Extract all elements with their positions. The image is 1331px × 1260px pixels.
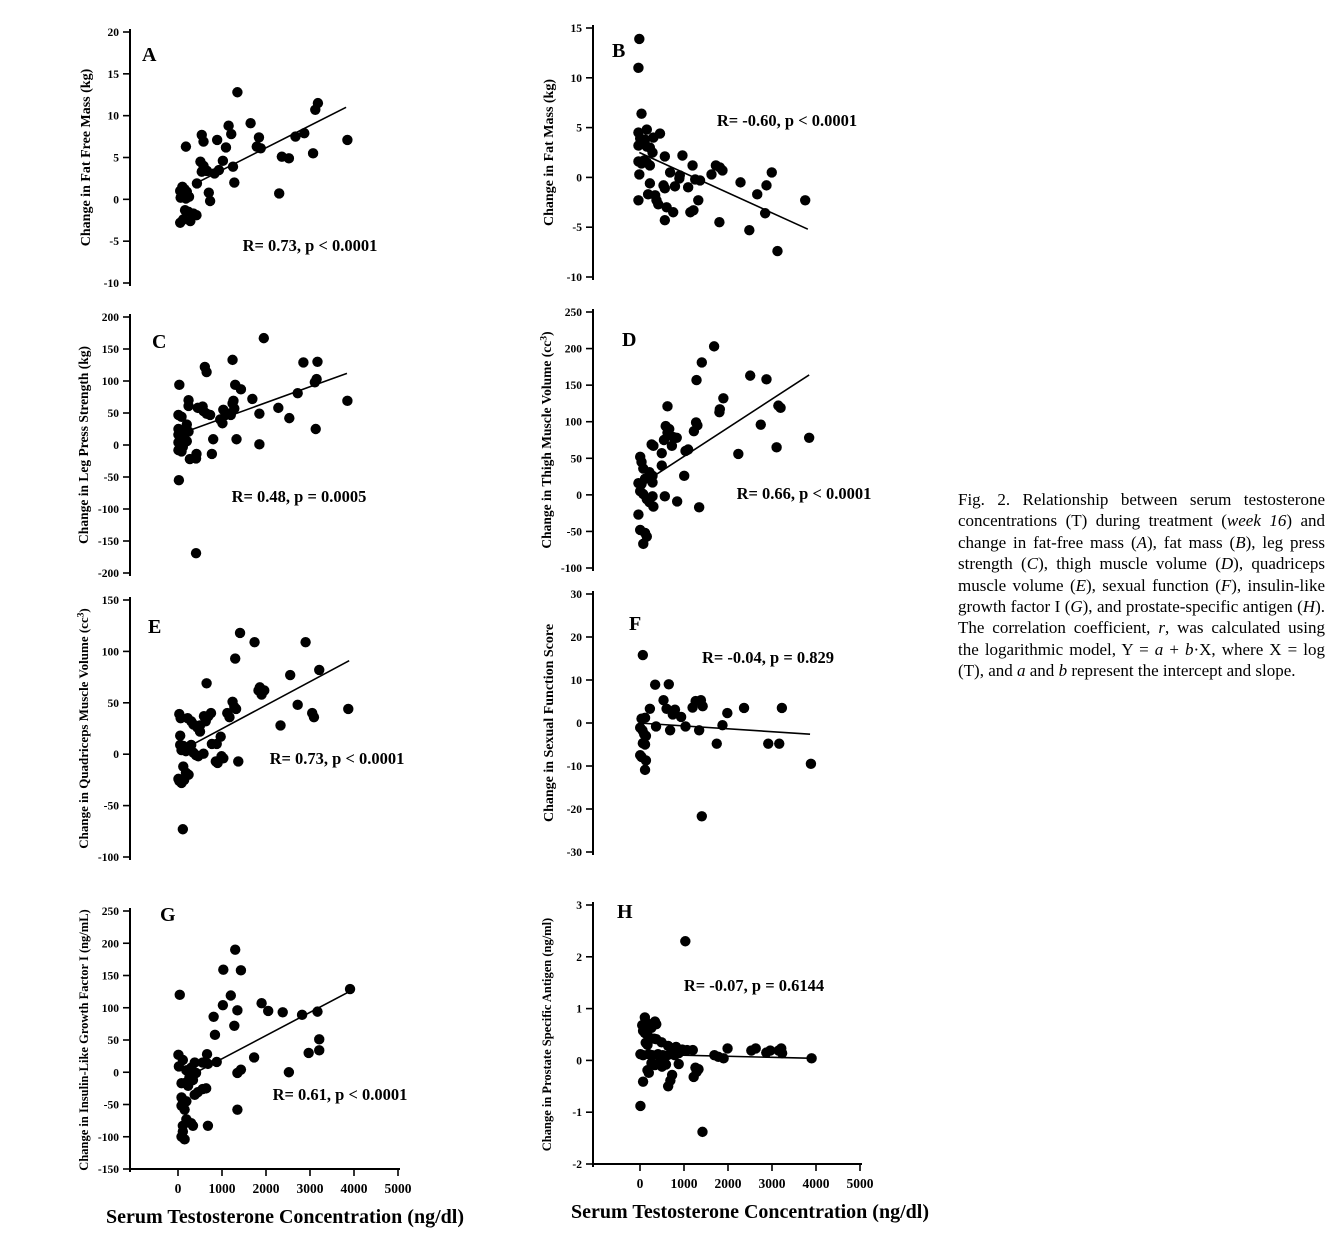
caption-italic-segment: b [1184,639,1194,659]
svg-text:D: D [622,329,637,351]
svg-text:0: 0 [576,489,582,502]
caption-text-segment: ), quadriceps muscle volume ( [958,554,1325,595]
svg-text:F: F [629,613,642,635]
svg-text:C: C [152,331,167,353]
svg-text:5000: 5000 [384,1181,412,1196]
svg-text:-10: -10 [566,761,582,773]
caption-text-segment: ) and change in fat-free mass ( [958,511,1325,552]
svg-text:B: B [612,40,626,62]
svg-text:E: E [148,616,162,638]
caption-italic-segment: a [1154,639,1164,659]
caption-text-segment: ), thigh muscle volume ( [1038,554,1221,574]
svg-text:3000: 3000 [296,1181,324,1196]
x-axis-title-right: Serum Testosterone Concentration (ng/dl) [571,1201,929,1223]
caption-italic-segment: B [1235,532,1246,552]
caption-text-segment: ). The correlation coefficient, [958,597,1325,638]
svg-text:200: 200 [101,312,119,324]
caption-italic-segment: F [1220,575,1232,595]
svg-text:2: 2 [576,951,582,964]
svg-text:R= 0.73, p < 0.0001: R= 0.73, p < 0.0001 [242,236,378,255]
x-axis-title-left: Serum Testosterone Concentration (ng/dl) [106,1206,464,1228]
caption-text-segment: ), sexual function ( [1086,575,1221,595]
caption-italic-segment: G [1070,597,1083,617]
svg-text:-200: -200 [97,568,119,580]
svg-text:100: 100 [101,1002,119,1015]
svg-text:50: 50 [107,1035,119,1047]
svg-text:-100: -100 [97,1131,119,1144]
caption-text-segment: Fig. 2. Relationship between serum testosterone concentrations (T) during treatment ( [958,490,1325,531]
svg-text:100: 100 [564,416,582,429]
svg-text:10: 10 [570,72,582,85]
svg-text:-150: -150 [97,536,119,548]
svg-text:200: 200 [564,343,582,356]
svg-text:50: 50 [570,453,582,466]
svg-text:Change in Thigh Muscle Volume: Change in Thigh Muscle Volume $(cc^3)$ [538,331,554,549]
svg-text:0: 0 [113,1067,119,1080]
svg-text:-100: -100 [97,504,119,516]
svg-text:A: A [142,44,157,66]
svg-text:-2: -2 [572,1159,582,1171]
svg-text:G: G [160,904,176,926]
scatter-panel-b [520,10,975,310]
caption-text-segment: represent the intercept and slope. [1067,661,1296,681]
svg-text:-150: -150 [97,1164,119,1176]
caption-text-segment: ), and prostate-specific antigen ( [1082,597,1303,617]
scatter-panel-c [60,300,515,600]
svg-text:R= -0.04, p = 0.829: R= -0.04, p = 0.829 [701,648,835,667]
caption-text-segment: + [1163,639,1185,659]
svg-text:0: 0 [576,172,582,185]
svg-text:-5: -5 [109,236,119,249]
svg-text:250: 250 [564,307,582,319]
svg-text:R= -0.60, p < 0.0001: R= -0.60, p < 0.0001 [716,111,858,130]
caption-italic-segment: C [1026,554,1039,574]
svg-text:1: 1 [576,1003,582,1016]
svg-text:0: 0 [113,440,119,452]
svg-text:-30: -30 [566,847,582,859]
svg-text:Change in Leg Press Strength (: Change in Leg Press Strength (kg) [76,346,91,544]
svg-text:5: 5 [113,152,119,165]
svg-text:Change in Fat Mass (kg): Change in Fat Mass (kg) [542,78,557,227]
svg-text:100: 100 [101,646,119,659]
svg-text:-50: -50 [103,472,119,484]
svg-text:-50: -50 [566,526,582,539]
svg-text:100: 100 [101,376,119,388]
svg-text:-10: -10 [103,278,119,290]
svg-text:1000: 1000 [208,1181,236,1196]
caption-text-segment: ·X, where X = log (T), and [958,639,1325,681]
svg-text:-5: -5 [572,222,582,235]
scatter-panel-g [60,875,520,1220]
svg-text:250: 250 [101,906,119,918]
svg-text:-10: -10 [566,272,582,284]
svg-text:15: 15 [107,68,119,81]
scatter-panel-f [520,585,975,885]
caption-text-segment: and [1025,661,1059,681]
svg-text:-50: -50 [103,800,119,813]
svg-text:-100: -100 [560,563,582,575]
svg-text:50: 50 [107,408,119,420]
caption-italic-segment: H [1302,597,1316,617]
svg-text:30: 30 [570,589,582,601]
svg-text:50: 50 [107,697,119,710]
svg-text:R= 0.61, p < 0.0001: R= 0.61, p < 0.0001 [272,1085,408,1104]
scatter-panel-h [520,875,980,1220]
svg-text:200: 200 [101,938,119,951]
svg-text:0: 0 [174,1181,182,1196]
caption-italic-segment: E [1075,575,1086,595]
svg-text:5000: 5000 [846,1176,874,1191]
svg-text:2000: 2000 [252,1181,280,1196]
caption-text-segment: ), leg press strength ( [958,532,1325,574]
svg-text:Change in Fat Free Mass (kg): Change in Fat Free Mass (kg) [79,68,94,247]
svg-text:0: 0 [113,749,119,762]
svg-text:R= 0.48, p = 0.0005: R= 0.48, p = 0.0005 [231,487,367,506]
svg-text:20: 20 [570,632,582,644]
svg-text:H: H [617,901,633,923]
svg-text:R= 0.73, p < 0.0001: R= 0.73, p < 0.0001 [269,749,405,768]
svg-text:Change in Quadriceps Muscle Vo: Change in Quadriceps Muscle Volume $(cc^3)$ [76,608,91,849]
caption-italic-segment: b [1058,661,1068,681]
svg-text:-50: -50 [103,1099,119,1112]
svg-text:Change in Sexual Function Scor: Change in Sexual Function Score [542,623,557,823]
caption-italic-segment: A [1136,532,1147,552]
svg-text:0: 0 [113,194,119,207]
figure-caption [958,489,1325,682]
scatter-panel-d [520,300,975,600]
svg-text:-100: -100 [97,852,119,864]
svg-text:Change in Prostate Specific An: Change in Prostate Specific Antigen (ng/ml) [540,917,554,1152]
svg-text:Change in Insulin-Like Growth: Change in Insulin-Like Growth Factor I (ng/mL) [77,909,91,1171]
svg-text:0: 0 [636,1176,644,1191]
scatter-panel-e [60,585,515,885]
scatter-panel-a [60,10,515,310]
svg-text:4000: 4000 [802,1176,830,1191]
svg-text:5: 5 [576,122,582,135]
svg-text:10: 10 [107,110,119,123]
caption-text-segment: , was calculated using the logarithmic model, Y = [958,618,1325,659]
svg-text:0: 0 [576,1055,582,1068]
svg-text:10: 10 [570,675,582,687]
caption-text-segment: ), fat mass ( [1147,532,1236,552]
svg-text:-20: -20 [566,804,582,816]
svg-text:R= -0.07, p = 0.6144: R= -0.07, p = 0.6144 [683,976,825,995]
svg-text:R= 0.66, p < 0.0001: R= 0.66, p < 0.0001 [736,484,872,503]
svg-text:-1: -1 [572,1107,582,1120]
svg-text:0: 0 [576,718,582,730]
svg-text:15: 15 [570,23,582,35]
svg-text:3000: 3000 [758,1176,786,1191]
svg-text:4000: 4000 [340,1181,368,1196]
caption-italic-segment: week 16 [1226,511,1287,531]
svg-text:150: 150 [101,344,119,356]
svg-text:3: 3 [576,900,582,912]
caption-text-segment: ), insulin-like growth factor I ( [958,575,1325,617]
svg-text:2000: 2000 [714,1176,742,1191]
svg-text:20: 20 [107,27,119,39]
svg-text:150: 150 [101,595,119,607]
svg-text:150: 150 [101,970,119,983]
caption-italic-segment: a [1017,661,1026,681]
caption-italic-segment: r [1158,618,1165,638]
caption-italic-segment: D [1220,554,1234,574]
svg-text:1000: 1000 [670,1176,698,1191]
svg-text:150: 150 [564,380,582,393]
